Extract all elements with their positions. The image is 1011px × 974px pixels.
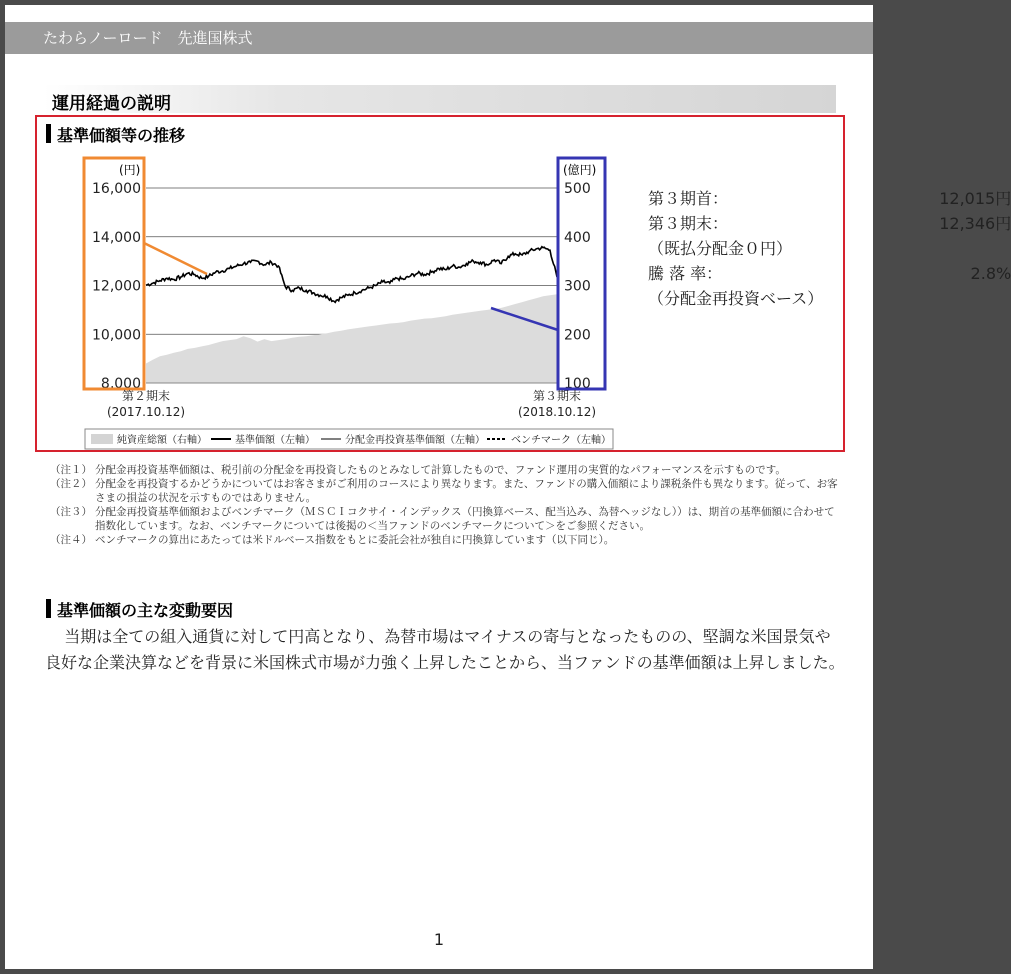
- stat-value: 12,015円: [939, 189, 1011, 208]
- series-nav-line: [146, 247, 557, 303]
- stat-row-start: [648, 186, 1011, 211]
- subheading-price-trend: 基準価額等の推移: [57, 123, 185, 146]
- footnote-text: ベンチマークの算出にあたっては米ドルベース指数をもとに委託会社が独自に円換算しています（以下同じ）。: [95, 534, 615, 546]
- footnotes: [50, 463, 845, 547]
- x-end-label: 第３期末: [532, 389, 582, 403]
- stat-label: 騰 落 率：: [648, 264, 723, 283]
- stat-label: （既払分配金０円）: [648, 239, 793, 258]
- page-header: [5, 22, 873, 54]
- report-page: [5, 5, 1011, 969]
- y-left-unit-label: (円): [119, 163, 141, 177]
- y-right-tick-label: 300: [564, 278, 591, 295]
- footnote-label: （注３）: [50, 506, 92, 518]
- page-number: 1: [433, 930, 445, 949]
- footnote: [50, 463, 845, 477]
- series-net-assets-area: [146, 294, 557, 383]
- stat-label: 第３期末：: [648, 214, 729, 233]
- section-heading: [43, 85, 836, 113]
- stat-row-end: [648, 211, 1011, 236]
- footnote: [50, 533, 845, 547]
- legend-benchmark: ベンチマーク（左軸）: [511, 435, 611, 446]
- subheading-change-factors: 基準価額の主な変動要因: [57, 598, 233, 621]
- x-start-date: (2017.10.12): [106, 405, 186, 419]
- period-stats: [648, 186, 1011, 311]
- footnote-label: （注４）: [50, 534, 92, 546]
- footnote-text: 分配金を再投資するかどうかについてはお客さまがご利用のコースにより異なります。また、ファンドの購入価額により課税条件も異なります。従って、お客さまの損益の状況を示すものではありません。: [95, 478, 838, 504]
- stat-value: 2.8%: [970, 264, 1011, 283]
- fund-title: たわらノーロード 先進国株式: [43, 29, 253, 47]
- stat-label: 第３期首：: [648, 189, 729, 208]
- change-factors-paragraph: 当期は全ての組入通貨に対して円高となり、為替市場はマイナスの寄与となったものの、堅調な米国景気や良好な企業決算などを背景に米国株式市場が力強く上昇したことから、当ファンドの基準価額は上昇しました。: [45, 627, 845, 672]
- y-left-tick-label: 16,000: [92, 181, 141, 197]
- stat-row-change: [648, 261, 1011, 286]
- legend-reinvested: 分配金再投資基準価額（左軸）: [345, 435, 485, 446]
- x-end-date: (2018.10.12): [517, 405, 597, 419]
- x-start-label: 第２期末: [121, 389, 171, 403]
- footnote-text: 分配金再投資基準価額は、税引前の分配金を再投資したものとみなして計算したもので、ファンド運用の実質的なパフォーマンスを示すものです。: [95, 464, 786, 476]
- y-right-tick-label: 500: [564, 181, 591, 197]
- footnote-label: （注２）: [50, 478, 92, 490]
- legend-swatch-net-assets: [91, 434, 113, 444]
- y-right-unit-label: (億円): [563, 163, 597, 177]
- legend-net-assets: 純資産総額（右軸）: [117, 435, 207, 446]
- footnote-text: 分配金再投資基準価額およびベンチマーク（ＭＳＣＩコクサイ・インデックス（円換算ベース、配当込み、為替ヘッジなし））は、期首の基準価額に合わせて指数化しています。なお、ベンチマークについては後掲の＜当ファンドのベンチマークについて＞をご参照ください。: [95, 506, 835, 532]
- y-left-tick-label: 8,000: [100, 376, 141, 392]
- y-left-tick-label: 12,000: [92, 278, 141, 295]
- footnote: [50, 477, 845, 505]
- stat-row-dividend: [648, 236, 823, 261]
- pointer-orange-to-nav: [144, 243, 207, 274]
- footnote: [50, 505, 845, 533]
- y-right-tick-label: 400: [564, 229, 591, 246]
- y-left-tick-label: 10,000: [92, 327, 141, 344]
- price-chart: [77, 153, 622, 451]
- y-right-tick-label: 200: [564, 327, 591, 344]
- footnote-label: （注１）: [50, 464, 92, 476]
- stat-label: （分配金再投資ベース）: [648, 289, 824, 308]
- legend-nav: 基準価額（左軸）: [235, 435, 315, 446]
- stat-value: 12,346円: [939, 214, 1011, 233]
- stat-row-basis: [648, 286, 823, 311]
- section-title: 運用経過の説明: [52, 94, 171, 114]
- y-right-tick-label: 100: [564, 376, 591, 392]
- y-left-tick-label: 14,000: [92, 229, 141, 246]
